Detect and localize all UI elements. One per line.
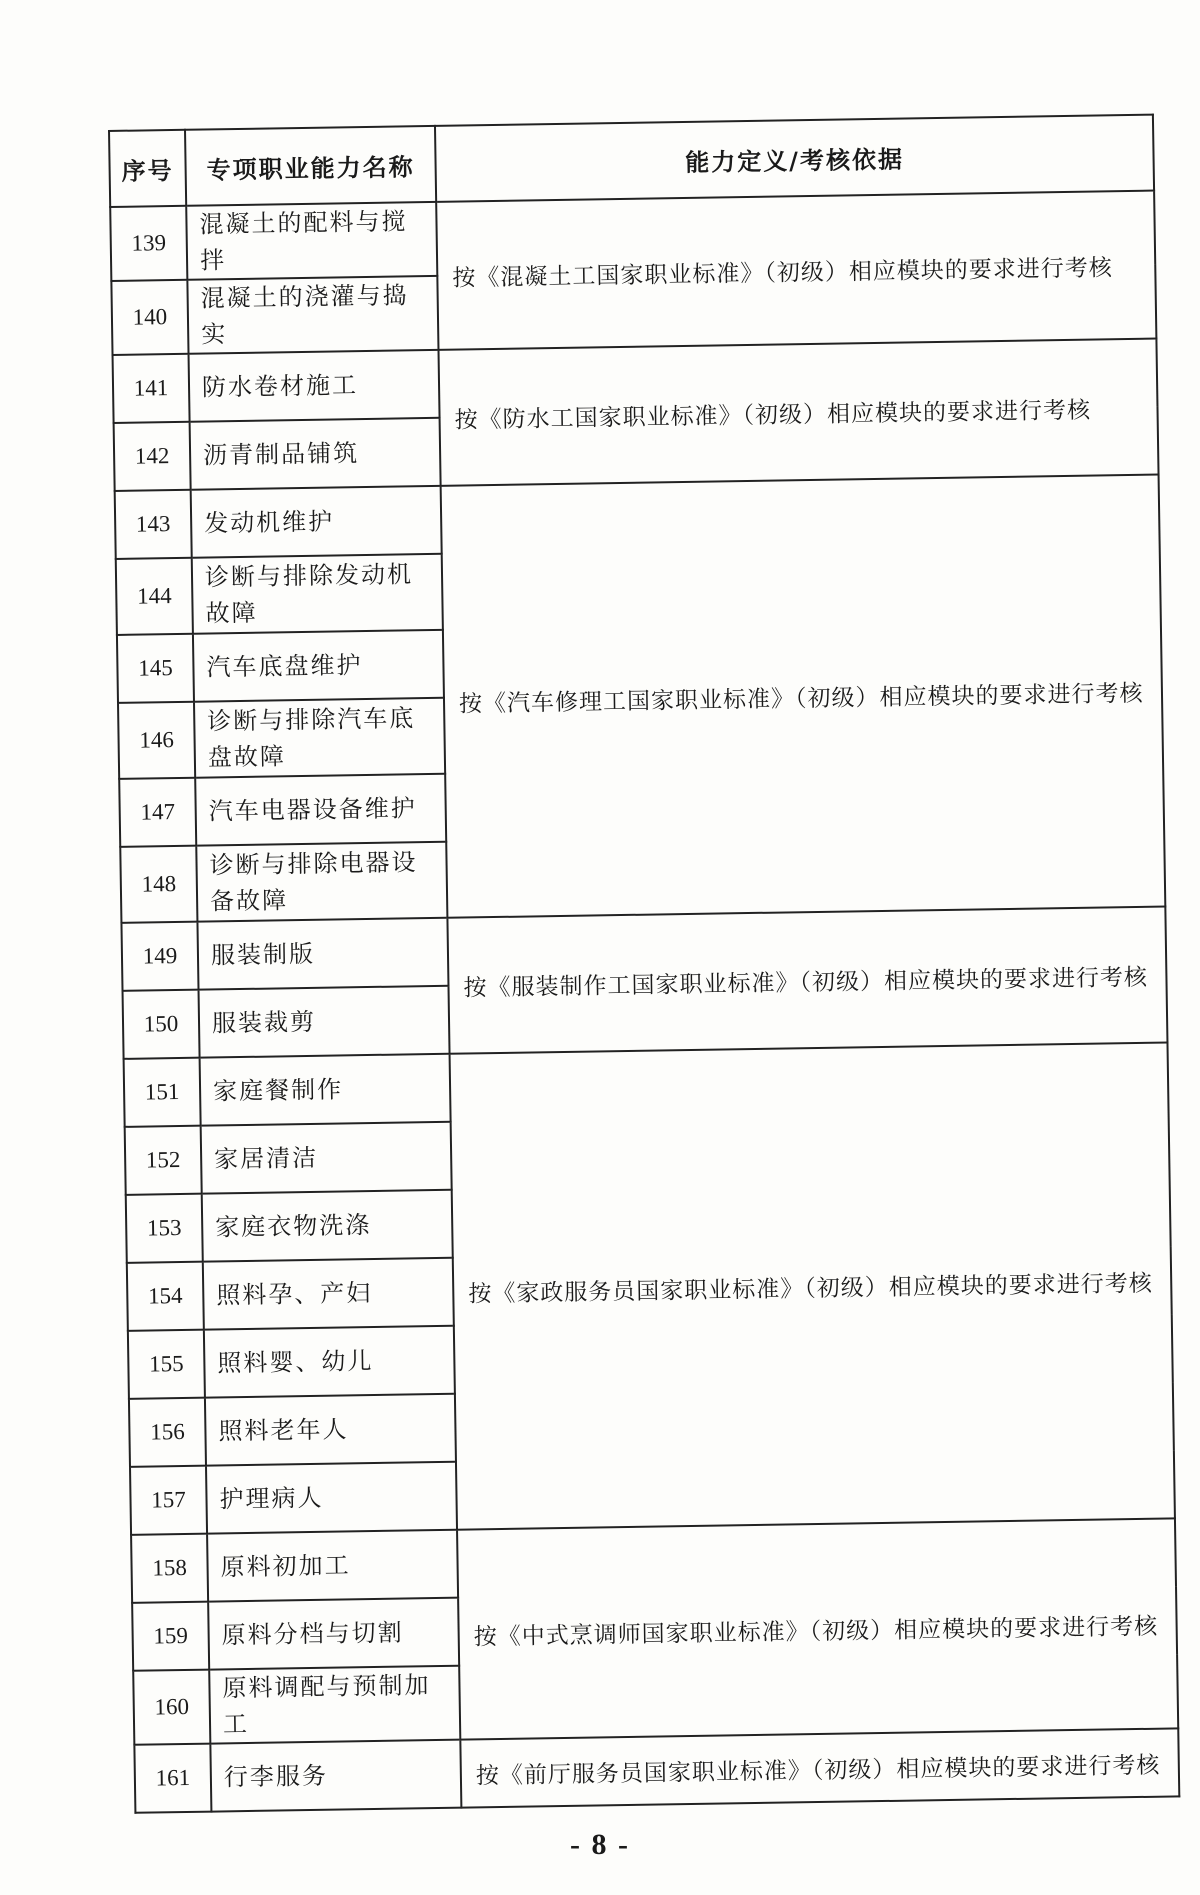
assessment-basis-cell: 按《服装制作工国家职业标准》（初级）相应模块的要求进行考核 [447, 906, 1167, 1053]
serial-number-cell: 141 [113, 354, 190, 423]
header-serial-number: 序号 [109, 130, 186, 207]
header-definition-basis: 能力定义/考核依据 [435, 115, 1154, 202]
ability-name-cell: 混凝土的浇灌与捣实 [187, 276, 438, 354]
assessment-basis-cell: 按《混凝土工国家职业标准》（初级）相应模块的要求进行考核 [436, 191, 1156, 350]
assessment-basis-cell: 按《家政服务员国家职业标准》（初级）相应模块的要求进行考核 [450, 1042, 1175, 1529]
ability-name-cell: 原料初加工 [207, 1530, 458, 1602]
ability-name-cell: 原料分档与切割 [208, 1598, 459, 1670]
serial-number-cell: 152 [125, 1126, 202, 1195]
assessment-basis-cell: 按《前厅服务员国家职业标准》（初级）相应模块的要求进行考核 [460, 1728, 1179, 1807]
serial-number-cell: 155 [128, 1330, 205, 1399]
serial-number-cell: 147 [119, 778, 196, 847]
ability-name-cell: 汽车底盘维护 [193, 630, 444, 702]
ability-name-cell: 家庭衣物洗涤 [202, 1190, 453, 1262]
serial-number-cell: 158 [131, 1534, 208, 1603]
serial-number-cell: 157 [130, 1466, 207, 1535]
ability-name-cell: 原料调配与预制加工 [209, 1666, 460, 1744]
ability-name-cell: 诊断与排除发动机故障 [192, 554, 443, 634]
serial-number-cell: 149 [121, 922, 198, 991]
table-row [110, 191, 1155, 281]
serial-number-cell: 146 [118, 702, 195, 779]
header-ability-name: 专项职业能力名称 [185, 126, 436, 206]
serial-number-cell: 160 [133, 1670, 210, 1745]
ability-name-cell: 诊断与排除汽车底盘故障 [194, 698, 445, 778]
ability-name-cell: 混凝土的配料与搅拌 [186, 202, 437, 280]
ability-name-cell: 照料婴、幼儿 [204, 1326, 455, 1398]
serial-number-cell: 159 [132, 1602, 209, 1671]
serial-number-cell: 145 [117, 634, 194, 703]
vocational-ability-table [108, 114, 1180, 1814]
ability-name-cell: 行李服务 [210, 1740, 461, 1812]
serial-number-cell: 142 [114, 422, 191, 491]
ability-name-cell: 发动机维护 [191, 486, 442, 558]
assessment-basis-cell: 按《汽车修理工国家职业标准》（初级）相应模块的要求进行考核 [441, 475, 1166, 918]
ability-name-cell: 汽车电器设备维护 [195, 774, 446, 846]
serial-number-cell: 150 [123, 990, 200, 1059]
serial-number-cell: 151 [124, 1058, 201, 1127]
page-number: - 8 - [570, 1828, 630, 1861]
ability-name-cell: 家居清洁 [201, 1122, 452, 1194]
ability-name-cell: 服装裁剪 [199, 986, 450, 1058]
ability-name-cell: 护理病人 [206, 1462, 457, 1534]
ability-name-cell: 沥青制品铺筑 [190, 418, 441, 490]
ability-name-cell: 照料老年人 [205, 1394, 456, 1466]
serial-number-cell: 140 [111, 280, 188, 355]
ability-name-cell: 服装制版 [197, 918, 448, 990]
serial-number-cell: 153 [126, 1194, 203, 1263]
serial-number-cell: 156 [129, 1398, 206, 1467]
ability-name-cell: 家庭餐制作 [200, 1054, 451, 1126]
assessment-basis-cell: 按《中式烹调师国家职业标准》（初级）相应模块的要求进行考核 [457, 1518, 1178, 1739]
serial-number-cell: 161 [134, 1744, 211, 1813]
serial-number-cell: 148 [120, 846, 197, 923]
serial-number-cell: 144 [116, 558, 193, 635]
ability-name-cell: 照料孕、产妇 [203, 1258, 454, 1330]
serial-number-cell: 139 [110, 206, 187, 281]
assessment-basis-cell: 按《防水工国家职业标准》（初级）相应模块的要求进行考核 [438, 339, 1158, 486]
ability-name-cell: 诊断与排除电器设备故障 [196, 842, 447, 922]
table-body [110, 191, 1179, 1813]
serial-number-cell: 143 [115, 490, 192, 559]
serial-number-cell: 154 [127, 1262, 204, 1331]
ability-name-cell: 防水卷材施工 [189, 350, 440, 422]
